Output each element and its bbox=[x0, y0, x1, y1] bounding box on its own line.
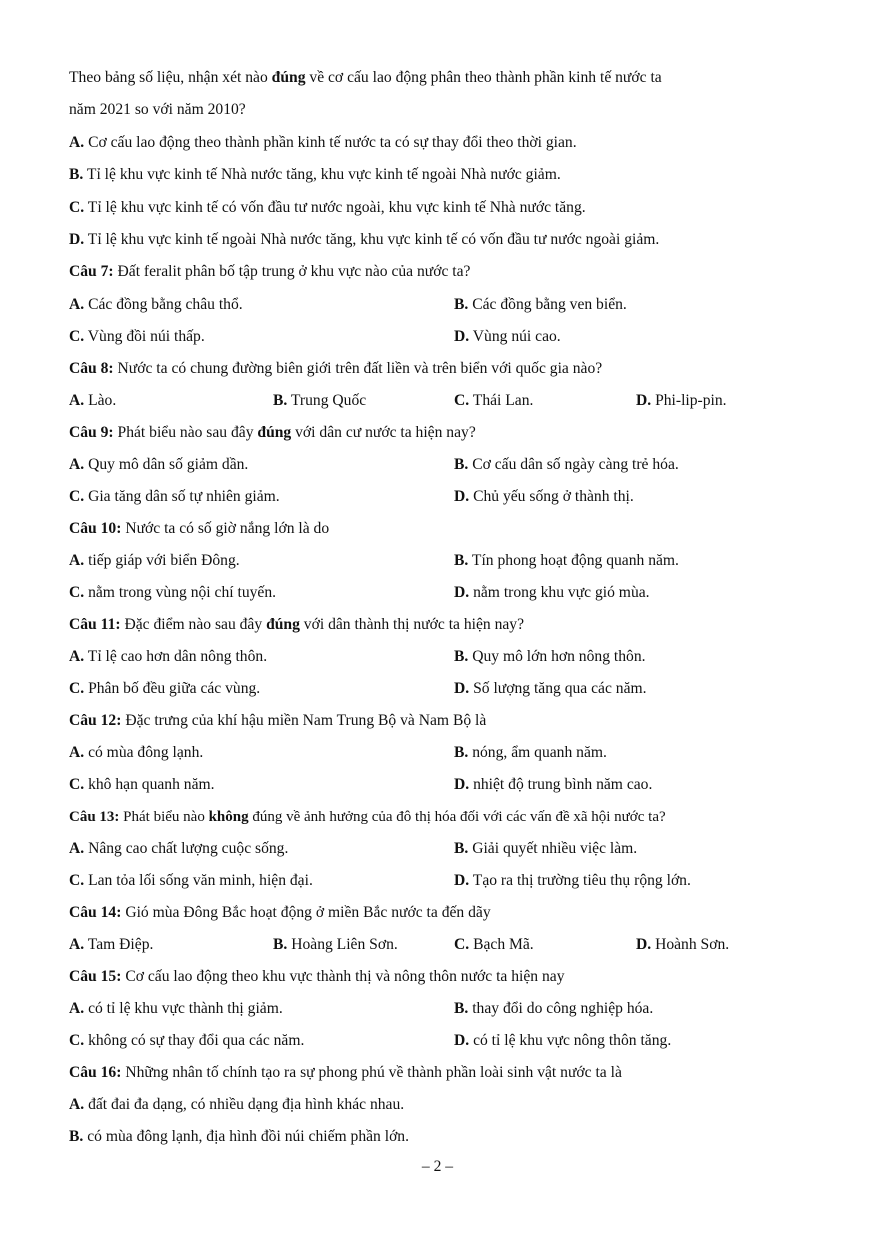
question-7: Câu 7: Đất feralit phân bố tập trung ở khu vực nào của nước ta? bbox=[69, 263, 471, 280]
q13-option-a: A. Nâng cao chất lượng cuộc sống. bbox=[69, 840, 289, 857]
intro-option-c: C. Tỉ lệ khu vực kinh tế có vốn đầu tư nước ngoài, khu vực kinh tế Nhà nước tăng. bbox=[69, 199, 586, 216]
q13-option-d: D. Tạo ra thị trường tiêu thụ rộng lớn. bbox=[454, 872, 691, 889]
q7-option-d: D. Vùng núi cao. bbox=[454, 328, 561, 345]
q15-option-a: A. có tỉ lệ khu vực thành thị giảm. bbox=[69, 1000, 283, 1017]
question-12: Câu 12: Đặc trưng của khí hậu miền Nam Trung Bộ và Nam Bộ là bbox=[69, 712, 487, 729]
q9-option-a: A. Quy mô dân số giảm dần. bbox=[69, 456, 249, 473]
q8-option-d: D. Phi-lip-pin. bbox=[636, 392, 727, 409]
question-9: Câu 9: Phát biểu nào sau đây đúng với dân cư nước ta hiện nay? bbox=[69, 424, 476, 441]
q12-option-d: D. nhiệt độ trung bình năm cao. bbox=[454, 776, 653, 793]
q10-option-a: A. tiếp giáp với biển Đông. bbox=[69, 552, 240, 569]
q14-option-a: A. Tam Điệp. bbox=[69, 936, 154, 953]
q9-option-d: D. Chủ yếu sống ở thành thị. bbox=[454, 488, 634, 505]
q15-option-c: C. không có sự thay đổi qua các năm. bbox=[69, 1032, 305, 1049]
q11-option-c: C. Phân bố đều giữa các vùng. bbox=[69, 680, 261, 697]
q7-option-c: C. Vùng đồi núi thấp. bbox=[69, 328, 205, 345]
q10-option-d: D. nằm trong khu vực gió mùa. bbox=[454, 584, 650, 601]
q14-option-d: D. Hoành Sơn. bbox=[636, 936, 730, 953]
q11-option-b: B. Quy mô lớn hơn nông thôn. bbox=[454, 648, 646, 665]
q13-option-c: C. Lan tỏa lối sống văn minh, hiện đại. bbox=[69, 872, 313, 889]
q8-option-c: C. Thái Lan. bbox=[454, 392, 534, 409]
q15-option-d: D. có tỉ lệ khu vực nông thôn tăng. bbox=[454, 1032, 672, 1049]
question-14: Câu 14: Gió mùa Đông Bắc hoạt động ở miền Bắc nước ta đến dãy bbox=[69, 904, 491, 921]
q9-option-b: B. Cơ cấu dân số ngày càng trẻ hóa. bbox=[454, 456, 679, 473]
intro-option-a: A. Cơ cấu lao động theo thành phần kinh tế nước ta có sự thay đổi theo thời gian. bbox=[69, 134, 577, 151]
q15-option-b: B. thay đổi do công nghiệp hóa. bbox=[454, 1000, 654, 1017]
q8-option-a: A. Lào. bbox=[69, 392, 117, 409]
q12-option-b: B. nóng, ẩm quanh năm. bbox=[454, 744, 607, 761]
q12-option-c: C. khô hạn quanh năm. bbox=[69, 776, 215, 793]
intro-option-d: D. Tỉ lệ khu vực kinh tế ngoài Nhà nước tăng, khu vực kinh tế có vốn đầu tư nước ngoài giảm. bbox=[69, 231, 660, 248]
q7-option-a: A. Các đồng bằng châu thổ. bbox=[69, 296, 243, 313]
q11-option-a: A. Tỉ lệ cao hơn dân nông thôn. bbox=[69, 648, 268, 665]
q12-option-a: A. có mùa đông lạnh. bbox=[69, 744, 204, 761]
intro-line-2: năm 2021 so với năm 2010? bbox=[69, 101, 246, 118]
q10-option-c: C. nằm trong vùng nội chí tuyến. bbox=[69, 584, 277, 601]
question-13: Câu 13: Phát biểu nào không đúng về ảnh hưởng của đô thị hóa đối với các vấn đề xã hội nước ta? bbox=[69, 809, 666, 825]
question-16: Câu 16: Những nhân tố chính tạo ra sự phong phú về thành phần loài sinh vật nước ta là bbox=[69, 1064, 622, 1081]
question-8: Câu 8: Nước ta có chung đường biên giới trên đất liền và trên biển với quốc gia nào? bbox=[69, 360, 603, 377]
q7-option-b: B. Các đồng bằng ven biển. bbox=[454, 296, 627, 313]
q13-option-b: B. Giải quyết nhiều việc làm. bbox=[454, 840, 638, 857]
question-10: Câu 10: Nước ta có số giờ nắng lớn là do bbox=[69, 520, 330, 537]
question-15: Câu 15: Cơ cấu lao động theo khu vực thành thị và nông thôn nước ta hiện nay bbox=[69, 968, 565, 985]
question-11: Câu 11: Đặc điểm nào sau đây đúng với dân thành thị nước ta hiện nay? bbox=[69, 616, 525, 633]
q14-option-b: B. Hoàng Liên Sơn. bbox=[273, 936, 398, 953]
q10-option-b: B. Tín phong hoạt động quanh năm. bbox=[454, 552, 679, 569]
intro-line-1: Theo bảng số liệu, nhận xét nào đúng về cơ cấu lao động phân theo thành phần kinh tế nước ta bbox=[69, 69, 662, 86]
q11-option-d: D. Số lượng tăng qua các năm. bbox=[454, 680, 647, 697]
q16-option-a: A. đất đai đa dạng, có nhiều dạng địa hình khác nhau. bbox=[69, 1096, 405, 1113]
q16-option-b: B. có mùa đông lạnh, địa hình đồi núi chiếm phần lớn. bbox=[69, 1128, 410, 1145]
q9-option-c: C. Gia tăng dân số tự nhiên giảm. bbox=[69, 488, 280, 505]
q14-option-c: C. Bạch Mã. bbox=[454, 936, 534, 953]
page-number: – 2 – bbox=[421, 1158, 454, 1175]
intro-option-b: B. Tỉ lệ khu vực kinh tế Nhà nước tăng, khu vực kinh tế ngoài Nhà nước giảm. bbox=[69, 166, 561, 183]
q8-option-b: B. Trung Quốc bbox=[273, 392, 367, 409]
